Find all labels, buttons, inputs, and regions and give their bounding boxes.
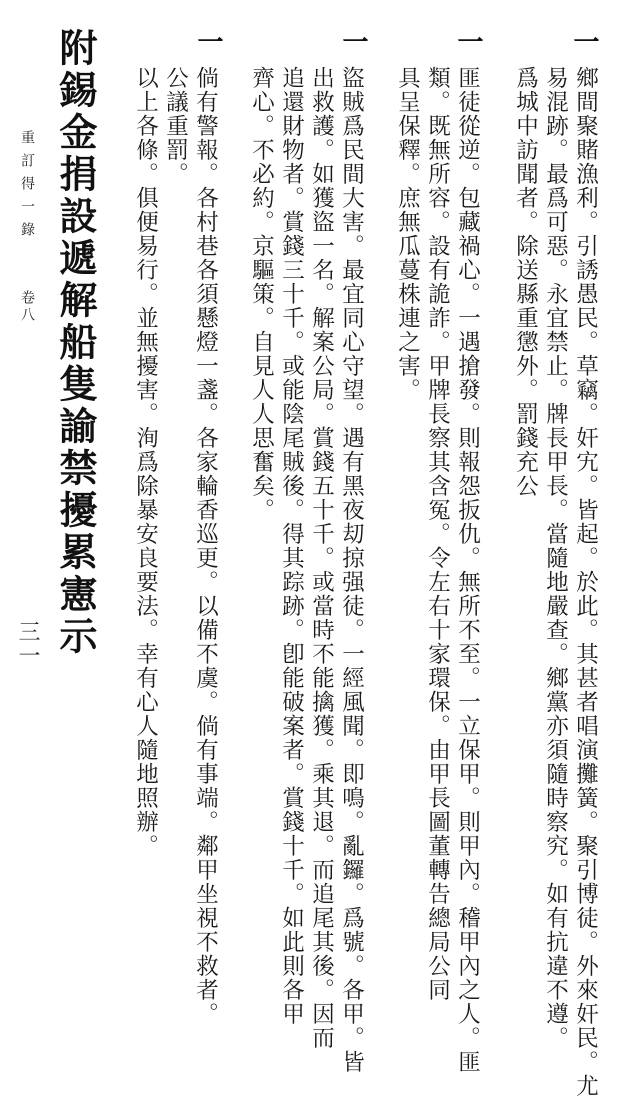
item-marker: 一 [193, 28, 223, 54]
page-title: 附錫金捐設遞解船隻諭禁擾累憲示 [53, 28, 98, 658]
text-column: 以上各條。俱便易行。並無擾害。洵爲除暴安良要法。幸有心人隨地照辦。 [132, 66, 159, 858]
text-column: 出救護。如獲盜一名。解案公局。賞錢五十千。或當時不能擒獲。乘其退。而追尾其後。因而 [308, 66, 335, 1050]
item-marker: 一 [569, 28, 599, 54]
page-number: 三一 [15, 620, 40, 668]
text-column: 追還財物者。賞錢三十千。或能陰尾賊後。得其踪跡。卽能破案者。賞錢十千。如此則各甲 [278, 66, 305, 1026]
text-column: 匪徒從逆。包藏禍心。一遇搶發。則報怨扳仇。無所不至。一立保甲。則甲內。稽甲內之人。匪 [454, 66, 481, 1074]
text-column: 爲城中訪聞者。除送縣重懲外。罰錢充公 [512, 66, 539, 498]
text-column: 鄉間聚賭漁利。引誘愚民。草竊。奸宄。皆起。於此。其甚者唱演攤簧。聚引博徒。外來奸民。尤 [572, 66, 599, 1098]
text-column: 盜賊爲民間大害。最宜同心守望。遇有黑夜刧掠强徒。一經風聞。即鳴。亂鑼。爲號。各甲。皆 [338, 66, 365, 1074]
text-column: 具呈保釋。庶無瓜蔓株連之害。 [394, 66, 421, 402]
item-marker: 一 [338, 28, 368, 54]
volume-label: 卷八 [19, 290, 35, 324]
item-marker: 一 [453, 28, 483, 54]
book-title: 重訂得一錄 [19, 130, 35, 245]
text-column: 倘有警報。各村巷各須懸燈一盞。各家輪香巡更。以備不虞。倘有事端。鄰甲坐視不救者。 [192, 66, 219, 1026]
text-column: 公議重罰。 [162, 66, 189, 186]
text-column: 齊心。不必約。京驅策。自見人人思奮矣。 [248, 66, 275, 522]
text-column: 易混跡。最爲可惡。永宜禁止。牌長甲長。當隨地嚴查。鄉黨亦須隨時察究。如有抗違不遵。 [542, 66, 569, 1050]
text-column: 類。既無所容。設有詭詐。甲牌長察其含冤。令左右十家環保。由甲長圖董轉告總局公同 [424, 66, 451, 1002]
